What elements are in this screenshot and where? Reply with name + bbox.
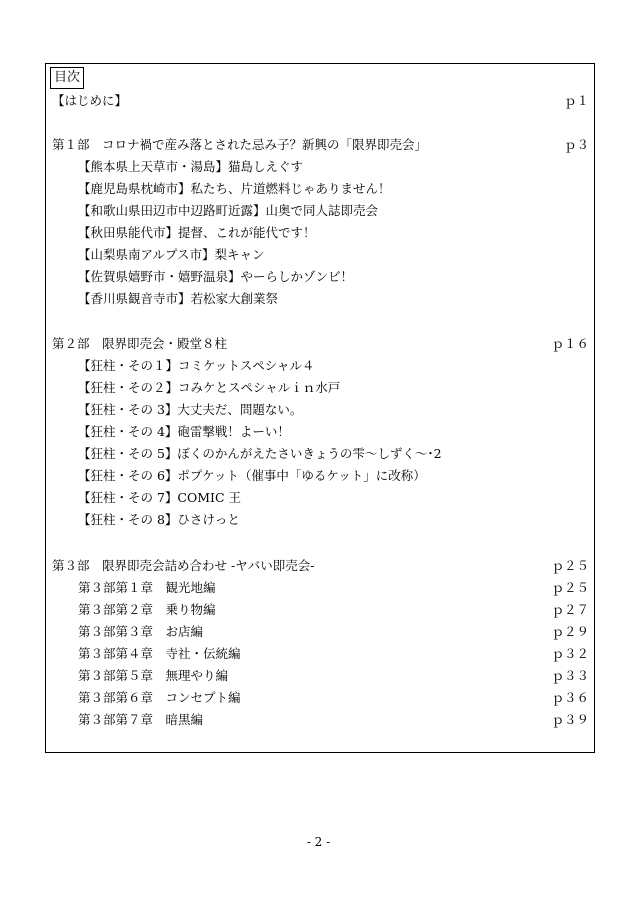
part-1-item: 【佐賀県嬉野市・嬉野温泉】やーらしかゾンビ！ [78,269,354,284]
part-3-page: ｐ２５ [551,558,589,573]
part-2-title: 第２部 限界即売会・殿堂８柱 [52,336,228,351]
chapter-title: 第３部第６章 コンセプト編 [78,690,241,705]
chapter-page: ｐ３９ [551,712,589,727]
part-1-title: 第１部 コロナ禍で産み落とされた忌み子？新興の「限界即売会」 [52,137,428,152]
part-1-item: 【秋田県能代市】提督、これが能代です！ [78,225,316,240]
part-1-item: 【香川県観音寺市】若松家大創業祭 [78,291,279,306]
toc-heading: 目次 [50,67,84,89]
part-2-item: 【狂柱・その 6】ポプケット（催事中「ゆるケット」に改称） [78,468,426,483]
part-2-item: 【狂柱・その 5】ぼくのかんがえたさいきょうの雫〜しずく〜･2 [78,446,442,461]
chapter-title: 第３部第４章 寺社・伝統編 [78,646,241,661]
part-1-item: 【和歌山県田辺市中辺路町近露】山奥で同人誌即売会 [78,203,379,218]
chapter-title: 第３部第５章 無理やり編 [78,668,229,683]
part-1-page: ｐ３ [563,137,589,152]
part-2-item: 【狂柱・その 4】砲雷撃戦！よーい！ [78,424,290,439]
chapter-page: ｐ２５ [551,580,589,595]
part-2-item: 【狂柱・その２】コみケとスペシャルｉｎ水戸 [78,380,341,395]
chapter-page: ｐ３６ [551,690,589,705]
part-2-item: 【狂柱・その 8】ひさけっと [78,512,240,527]
chapter-page: ｐ２７ [551,602,589,617]
part-1-item: 【鹿児島県枕崎市】私たち、片道燃料じゃありません！ [78,181,391,196]
chapter-page: ｐ３３ [551,668,589,683]
toc-intro-page: ｐ１ [563,93,589,108]
part-2-item: 【狂柱・その１】コミケットスペシャル４ [78,358,315,373]
part-2-item: 【狂柱・その 7】COMIC 王 [78,490,242,505]
toc-intro-title: 【はじめに】 [52,93,128,108]
chapter-title: 第３部第３章 お店編 [78,624,204,639]
chapter-title: 第３部第７章 暗黒編 [78,712,204,727]
part-2-item: 【狂柱・その 3】大丈夫だ、問題ない。 [78,402,303,417]
part-1-item: 【山梨県南アルプス市】梨キャン [78,247,265,262]
chapter-page: ｐ２９ [551,624,589,639]
chapter-page: ｐ３２ [551,646,589,661]
chapter-title: 第３部第１章 観光地編 [78,580,216,595]
part-2-page: ｐ１６ [551,336,589,351]
part-1-item: 【熊本県上天草市・湯島】猫島しえぐす [78,159,304,174]
part-3-title: 第３部 限界即売会詰め合わせ -ヤバい即売会- [52,558,315,573]
page-number: - 2 - [306,835,331,849]
chapter-title: 第３部第２章 乗り物編 [78,602,216,617]
